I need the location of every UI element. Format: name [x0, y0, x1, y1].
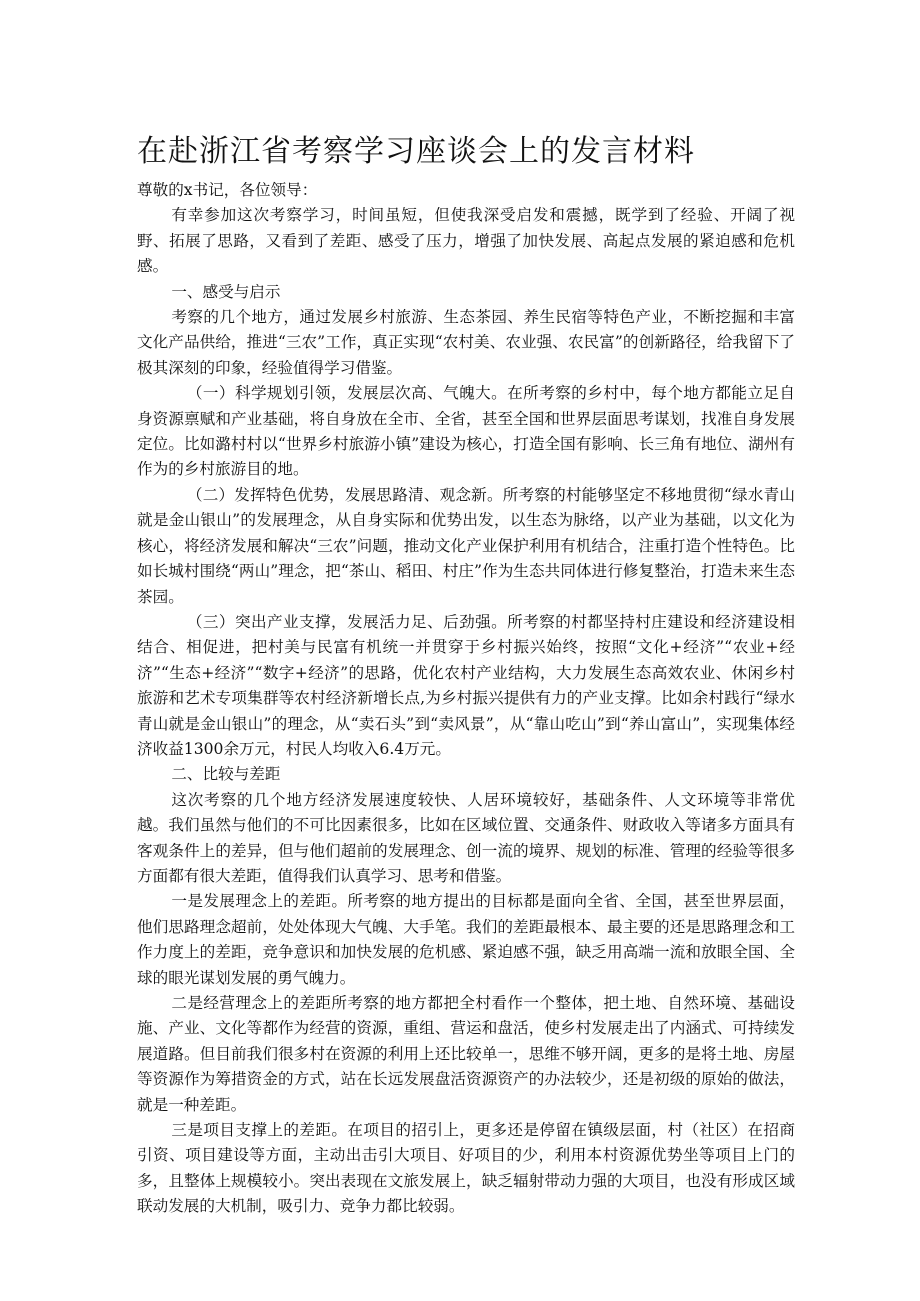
paragraph-intro: 有幸参加这次考察学习，时间虽短，但使我深受启发和震撼，既学到了经验、开阔了视野、拓展了思路，又看到了差距、感受了压力，增强了加快发展、高起点发展的紧迫感和危机感。: [137, 206, 795, 276]
paragraph-gap-1: 一是发展理念上的差距。所考察的地方提出的目标都是面向全省、全国，甚至世界层面，他们思路理念超前，处处体现大气魄、大手笔。我们的差距最根本、最主要的还是思路理念和工作力度上的差距，竞争意识和加快发展的危机感、紧迫感不强，缺乏用高端一流和放眼全国、全球的眼光谋划发展的勇气魄力。: [137, 892, 795, 987]
document-body: [137, 178, 795, 1220]
paragraph-gap-2: 二是经营理念上的差距所考察的地方都把全村看作一个整体，把土地、自然环境、基础设施、产业、文化等都作为经营的资源，重组、营运和盘活，使乡村发展走出了内涵式、可持续发展道路。但目前我们很多村在资源的利用上还比较单一，思维不够开阔，更多的是将土地、房屋等资源作为筹措资金的方式，站在长远发展盘活资源资产的办法较少，还是初级的原始的做法，就是一种差距。: [137, 994, 795, 1114]
paragraph-point-1: （一）科学规划引领，发展层次高、气魄大。在所考察的乡村中，每个地方都能立足自身资源禀赋和产业基础，将自身放在全市、全省，甚至全国和世界层面思考谋划，找准自身发展定位。比如潞村村以“世界乡村旅游小镇”建设为核心，打造全国有影响、长三角有地位、湖州有作为的乡村旅游目的地。: [137, 384, 795, 479]
paragraph-gap-3: 三是项目支撑上的差距。在项目的招引上，更多还是停留在镇级层面，村（社区）在招商引资、项目建设等方面，主动出击引大项目、好项目的少，利用本村资源优势坐等项目上门的多，且整体上规模较小。突出表现在文旅发展上，缺乏辐射带动力强的大项目，也没有形成区域联动发展的大机制，吸引力、竞争力都比较弱。: [137, 1121, 795, 1216]
paragraph-section-1-overview: 考察的几个地方，通过发展乡村旅游、生态茶园、养生民宿等特色产业，不断挖掘和丰富文化产品供给，推进“三农”工作，真正实现“农村美、农业强、农民富”的创新路径，给我留下了极其深刻的印象，经验值得学习借鉴。: [137, 308, 795, 377]
section-heading-1: 一、感受与启示: [171, 282, 281, 301]
salutation: 尊敬的x书记，各位领导：: [137, 181, 318, 199]
paragraph-section-2-overview: 这次考察的几个地方经济发展速度较快、人居环境较好，基础条件、人文环境等非常优越。我们虽然与他们的不可比因素很多，比如在区域位置、交通条件、财政收入等诸多方面具有客观条件上的差异，但与他们超前的发展理念、创一流的境界、规划的标准、管理的经验等很多方面都有很大差距，值得我们认真学习、思考和借鉴。: [137, 790, 795, 885]
section-heading-2: 二、比较与差距: [171, 765, 281, 784]
document-title: 在赴浙江省考察学习座谈会上的发言材料: [137, 134, 695, 169]
paragraph-point-2: （二）发挥特色优势，发展思路清、观念新。所考察的村能够坚定不移地贯彻“绿水青山就是金山银山”的发展理念，从自身实际和优势出发，以生态为脉络，以产业为基础，以文化为核心，将经济发展和解决“三农”问题，推动文化产业保护利用有机结合，注重打造个性特色。比如长城村围绕“两山”理念，把“茶山、稻田、村庄”作为生态共同体进行修复整治，打造未来生态茶园。: [137, 485, 795, 606]
paragraph-point-3: （三）突出产业支撑，发展活力足、后劲强。所考察的村都坚持村庄建设和经济建设相结合、相促进，把村美与民富有机统一并贯穿于乡村振兴始终，按照“文化+经济”“农业+经济”“生态+经济”“数字+经济”的思路，优化农村产业结构，大力发展生态高效农业、休闲乡村旅游和艺术专项集群等农村经济新增长点,为乡村振兴提供有力的产业支撑。比如余村践行“绿水青山就是金山银山”的理念，从“卖石头”到“卖风景”，从“靠山吃山”到“养山富山”，实现集体经济收益1300余万元，村民人均收入6.4万元。: [137, 612, 795, 758]
